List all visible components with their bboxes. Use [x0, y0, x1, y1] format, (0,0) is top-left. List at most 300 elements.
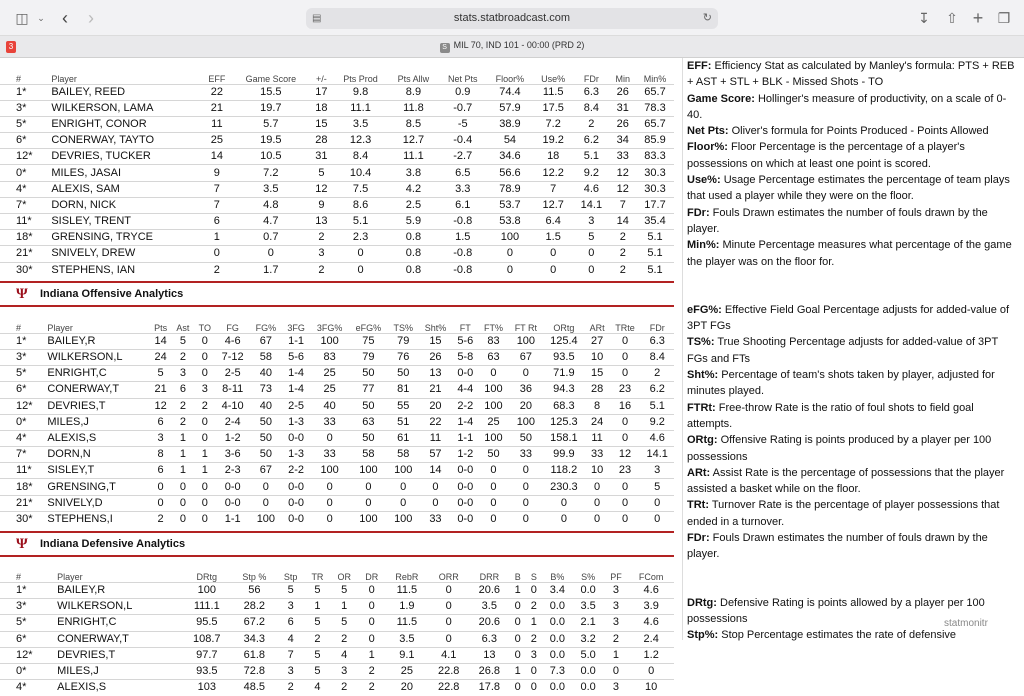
column-header: Ast	[176, 322, 190, 333]
stat-cell: 5.1	[352, 215, 369, 228]
stat-cell: 22	[210, 85, 223, 98]
stat-cell: 26	[429, 351, 442, 364]
stat-cell: 20	[429, 399, 442, 412]
stat-cell: 31	[315, 150, 328, 163]
forward-icon[interactable]: ›	[88, 8, 94, 28]
stat-cell: 22.8	[438, 681, 460, 694]
stat-cell: 0	[621, 480, 629, 493]
stat-cell: 14	[154, 334, 167, 347]
stat-cell: 9	[318, 198, 325, 211]
stat-cell: 3	[612, 616, 619, 629]
stat-cell: 1.5	[455, 231, 471, 244]
stat-cell: 0	[262, 496, 269, 509]
column-header: FT Rt	[514, 322, 538, 333]
player-name: ALEXIS,S	[47, 431, 97, 444]
stat-cell: 14.1	[646, 448, 668, 461]
stat-cell: 93.5	[196, 665, 218, 678]
column-header: S%	[581, 572, 596, 582]
stat-cell: 1-2	[224, 431, 241, 444]
player-name: STEPHENS, IAN	[51, 263, 136, 276]
stat-cell: 24	[154, 351, 167, 364]
stat-cell: 5.1	[649, 399, 665, 412]
stat-cell: 0	[326, 513, 333, 526]
stat-cell: 0	[621, 334, 629, 347]
stat-cell: 7	[550, 182, 557, 195]
stat-cell: 57.9	[499, 101, 521, 114]
stat-cell: 3	[612, 681, 619, 694]
player-name: ALEXIS, SAM	[51, 182, 120, 195]
stat-cell: 25	[487, 415, 500, 428]
table-row	[0, 511, 674, 527]
stat-cell: 0.0	[549, 648, 565, 661]
tab-active[interactable]	[0, 40, 1024, 53]
stat-cell: 118.2	[550, 464, 578, 477]
stat-cell: 0.8	[405, 263, 422, 276]
glossary-item: FTRt: Free-throw Rate is the ratio of foul shots to field goal attempts.	[687, 401, 974, 430]
stat-cell: 2	[368, 665, 375, 678]
stat-cell: 19.2	[542, 134, 564, 147]
stat-cell: 4-10	[221, 399, 244, 412]
stat-cell: 5	[654, 480, 661, 493]
stat-cell: 230.3	[550, 480, 578, 493]
stat-cell: 7-12	[221, 351, 244, 364]
jersey-number: 1*	[16, 584, 27, 597]
stat-cell: 1	[201, 464, 208, 477]
stat-cell: 7	[619, 198, 626, 211]
column-header: Stp	[283, 572, 298, 582]
stat-cell: 2	[318, 231, 325, 244]
stat-cell: 3.8	[405, 166, 422, 179]
glossary-item: eFG%: Effective Field Goal Percentage adjusts for added-value of 3PT FGs	[687, 303, 1010, 333]
stat-cell: 100	[484, 399, 503, 412]
stat-cell: 0	[514, 616, 521, 629]
stat-cell: -0.8	[453, 247, 473, 260]
stat-cell: 2	[179, 415, 186, 428]
stat-cell: 0	[514, 681, 521, 694]
stat-cell: 21	[210, 101, 223, 114]
stat-cell: 2	[179, 351, 186, 364]
table-row	[0, 262, 674, 278]
player-name: WILKERSON,L	[47, 351, 123, 364]
table-header-row	[0, 58, 674, 84]
stat-cell: 0-0	[288, 496, 305, 509]
stat-cell: 2	[287, 681, 294, 694]
stat-cell: 12.7	[402, 134, 425, 147]
stat-cell: 10	[590, 464, 604, 477]
stat-cell: 0	[550, 247, 557, 260]
player-name: BAILEY,R	[57, 584, 106, 597]
column-header: TS%	[393, 322, 413, 333]
column-header: B%	[550, 572, 565, 582]
jersey-number: 4*	[16, 431, 27, 444]
jersey-number: 5*	[16, 616, 27, 629]
stat-cell: 7	[213, 182, 220, 195]
stat-cell: 11.5	[542, 85, 564, 98]
column-header: ARt	[589, 322, 605, 333]
column-header: TO	[198, 322, 211, 333]
stat-cell: 0	[522, 496, 529, 509]
player-name: WILKERSON, LAMA	[51, 101, 154, 114]
stat-cell: 100	[320, 464, 339, 477]
stat-cell: 0	[530, 584, 537, 597]
stat-cell: 3	[318, 247, 325, 260]
statmonitr-logo: statmonitr	[944, 618, 988, 629]
stat-cell: 6.3	[583, 85, 600, 98]
stat-cell: 125.4	[550, 334, 578, 347]
stat-cell: 18	[315, 101, 328, 114]
stat-cell: 0.8	[405, 231, 422, 244]
stat-cell: 1	[368, 648, 375, 661]
stat-cell: 4	[341, 648, 348, 661]
stat-cell: 25	[400, 665, 413, 678]
stat-cell: 2	[588, 117, 595, 130]
stat-cell: 2.4	[643, 632, 659, 645]
jersey-number: 18*	[16, 231, 33, 244]
stat-cell: 0	[201, 480, 208, 493]
tab-title: MIL 70, IND 101 - 00:00 (PRD 2)	[453, 40, 585, 50]
sidebar-toggle-icon[interactable]: ◫	[15, 10, 29, 26]
stat-cell: 0	[445, 584, 452, 597]
stat-cell: 71.9	[553, 367, 575, 380]
stat-cell: 8.5	[405, 117, 422, 130]
stat-cell: 2-5	[224, 367, 241, 380]
stat-cell: 0-0	[288, 431, 305, 444]
stat-cell: 0	[522, 480, 529, 493]
column-header: 3FG%	[316, 322, 343, 333]
stat-cell: 3	[588, 215, 595, 228]
stat-cell: 57	[429, 448, 442, 461]
stat-cell: 0.0	[549, 616, 565, 629]
table-row	[0, 479, 674, 495]
glossary-item: Sht%: Percentage of team's shots taken by player, adjusted for minutes played.	[687, 369, 995, 398]
stat-cell: 15	[315, 117, 328, 130]
stat-cell: 0	[490, 496, 497, 509]
table-row	[0, 463, 674, 479]
player-name: SNIVELY,D	[47, 496, 103, 509]
stat-cell: 19.5	[260, 134, 282, 147]
stat-cell: 9.1	[399, 648, 415, 661]
stat-cell: 2	[201, 399, 208, 412]
stat-cell: 61.8	[243, 648, 266, 661]
jersey-number: 21*	[16, 496, 33, 509]
jersey-number: 0*	[16, 415, 27, 428]
back-icon[interactable]: ‹	[62, 8, 68, 28]
stat-cell: 3.5	[399, 632, 415, 645]
stat-cell: 50	[487, 448, 500, 461]
stat-cell: 2	[612, 632, 619, 645]
player-name: WILKERSON,L	[57, 600, 133, 613]
reload-icon[interactable]: ↻	[702, 12, 712, 24]
stat-cell: 1	[179, 464, 186, 477]
table-row	[0, 197, 674, 213]
stat-cell: 5	[588, 231, 595, 244]
stat-cell: 14.1	[580, 198, 603, 211]
stat-cell: 11.1	[350, 101, 371, 114]
stat-cell: 77	[362, 383, 375, 396]
stat-cell: 33	[323, 448, 336, 461]
stat-cell: -0.8	[453, 215, 473, 228]
stat-cell: 67.2	[243, 616, 266, 629]
column-header: Stp %	[242, 572, 267, 582]
address-bar[interactable]	[306, 8, 718, 29]
stat-cell: 0	[213, 247, 220, 260]
stat-cell: 5.1	[647, 231, 663, 244]
stat-cell: 34.6	[499, 150, 521, 163]
stat-cell: 0	[365, 480, 372, 493]
stat-cell: 3.4	[549, 584, 565, 597]
table-row	[0, 647, 674, 663]
stat-cell: 1	[341, 600, 348, 613]
stat-cell: 1-1	[288, 334, 305, 347]
stat-cell: 6.2	[583, 134, 600, 147]
table-row	[0, 116, 674, 132]
stat-cell: 72.8	[243, 665, 266, 678]
stats-panel	[0, 58, 674, 694]
stat-cell: 21	[154, 383, 167, 396]
jersey-number: 0*	[16, 166, 27, 179]
stat-cell: 1	[179, 431, 186, 444]
stat-cell: 100	[484, 383, 503, 396]
stat-cell: 73	[259, 383, 272, 396]
jersey-number: 0*	[16, 665, 27, 678]
stat-cell: 26	[616, 85, 629, 98]
stat-cell: 0-0	[224, 496, 241, 509]
stat-cell: 3	[341, 665, 348, 678]
stat-cell: 5	[287, 584, 294, 597]
stat-cell: 15	[429, 334, 442, 347]
stat-cell: 50	[259, 415, 272, 428]
stat-cell: 5.1	[583, 150, 600, 163]
player-name: DEVRIES,T	[57, 648, 116, 661]
stat-cell: 6.4	[545, 215, 561, 228]
column-header: Floor%	[495, 73, 525, 84]
tab-overview-icon[interactable]: ❐	[997, 10, 1011, 26]
stat-cell: 11.8	[403, 101, 424, 114]
player-name: DORN, NICK	[51, 198, 117, 211]
stat-cell: 34	[616, 134, 629, 147]
site-favicon: S	[440, 43, 450, 53]
jersey-number: 7*	[16, 198, 27, 211]
stat-cell: 12.3	[349, 134, 372, 147]
column-header: Min%	[643, 73, 667, 84]
share-icon[interactable]: ⇧	[946, 10, 958, 26]
stat-cell: -0.4	[453, 134, 473, 147]
stat-cell: 4.2	[405, 182, 422, 195]
chevron-down-icon[interactable]: ⌄	[37, 13, 45, 23]
stat-cell: 25	[210, 134, 223, 147]
stat-cell: 5	[157, 367, 164, 380]
stat-cell: 100	[516, 334, 536, 347]
stat-cell: 2-4	[224, 415, 241, 428]
stat-cell: 19.7	[260, 101, 282, 114]
column-header: Player	[57, 572, 83, 582]
stat-cell: 0	[530, 681, 537, 694]
stat-cell: 8.4	[583, 101, 600, 114]
stat-cell: 33	[590, 448, 604, 461]
player-advanced-table	[0, 58, 674, 278]
jersey-number: 1*	[16, 85, 27, 98]
stat-cell: 1	[530, 616, 537, 629]
stat-cell: 0	[648, 665, 655, 678]
indiana-logo-icon: Ψ	[16, 286, 28, 303]
stat-cell: 67	[259, 464, 272, 477]
stat-cell: 3	[530, 648, 537, 661]
download-icon[interactable]: ↧	[918, 10, 930, 26]
stat-cell: 16	[618, 399, 632, 412]
stat-cell: 0	[522, 513, 529, 526]
stat-cell: 100	[320, 334, 339, 347]
stat-cell: 28	[590, 383, 604, 396]
stat-cell: 56.6	[499, 166, 521, 179]
stat-cell: 0	[621, 351, 629, 364]
stat-cell: 2.3	[352, 231, 369, 244]
player-name: DEVRIES,T	[47, 399, 106, 412]
stat-cell: 3	[612, 600, 619, 613]
stat-cell: 4.1	[441, 648, 457, 661]
stat-cell: 1.9	[399, 600, 415, 613]
page-settings-icon[interactable]: ▤	[312, 13, 322, 24]
stat-cell: 11	[211, 117, 223, 130]
stat-cell: 0	[326, 480, 333, 493]
stat-cell: 11.5	[396, 616, 418, 629]
stat-cell: 12.7	[542, 198, 564, 211]
stat-cell: 0	[201, 431, 208, 444]
stat-cell: 100	[394, 513, 413, 526]
stat-cell: 0.0	[580, 584, 596, 597]
stat-cell: 0-0	[224, 480, 241, 493]
table-row	[0, 615, 674, 631]
stat-cell: 0-0	[457, 480, 474, 493]
stat-cell: 0.0	[580, 681, 596, 694]
stat-cell: 3.2	[580, 632, 596, 645]
stat-cell: 68.3	[553, 399, 575, 412]
jersey-number: 18*	[16, 480, 33, 493]
stat-cell: 0	[550, 263, 557, 276]
stat-cell: -5	[457, 117, 468, 130]
new-tab-icon[interactable]: +	[972, 8, 984, 28]
column-header: PF	[610, 572, 622, 582]
stat-cell: 13	[429, 367, 442, 380]
player-name: SISLEY, TRENT	[51, 215, 132, 228]
stat-cell: 51	[397, 415, 410, 428]
stat-cell: 25	[323, 367, 336, 380]
stat-cell: 12	[154, 399, 167, 412]
stat-cell: 17	[315, 85, 328, 98]
stat-cell: 100	[197, 584, 216, 597]
stat-cell: 27	[590, 334, 604, 347]
player-name: DEVRIES, TUCKER	[51, 150, 151, 163]
stat-cell: 9.2	[583, 166, 600, 179]
stat-cell: 4-4	[457, 383, 474, 396]
stat-cell: 7.2	[263, 166, 279, 179]
stat-cell: 53.8	[499, 215, 521, 228]
stat-cell: 0	[368, 616, 375, 629]
stat-cell: 0	[432, 496, 439, 509]
column-header: #	[16, 322, 22, 333]
stat-cell: 58	[259, 351, 272, 364]
stat-cell: 13	[483, 648, 496, 661]
player-name: CONERWAY,T	[57, 632, 129, 645]
stat-cell: 1	[213, 231, 220, 244]
jersey-number: 7*	[16, 448, 27, 461]
stat-cell: 79	[397, 334, 410, 347]
stat-cell: 97.7	[196, 648, 218, 661]
player-name: GRENSING,T	[47, 480, 116, 493]
stat-cell: 0	[588, 247, 595, 260]
stat-cell: 0	[514, 600, 521, 613]
stat-cell: 0.7	[263, 231, 279, 244]
player-name: MILES,J	[57, 665, 99, 678]
stat-cell: 78.3	[644, 101, 666, 114]
stat-cell: 33	[429, 513, 442, 526]
glossary-panel	[682, 58, 1024, 640]
stat-cell: 25	[323, 383, 336, 396]
player-name: DORN,N	[47, 448, 91, 461]
stat-cell: 0	[621, 415, 629, 428]
stat-cell: 83	[487, 334, 500, 347]
column-header: DR	[365, 572, 379, 582]
stat-cell: 8-11	[222, 383, 244, 396]
stat-cell: 10.4	[349, 166, 372, 179]
stat-cell: 30.3	[644, 166, 666, 179]
stat-cell: 0	[201, 351, 208, 364]
stat-cell: 2-2	[457, 399, 474, 412]
stat-cell: 2	[314, 632, 321, 645]
stat-cell: 85.9	[644, 134, 666, 147]
stat-cell: 0	[506, 247, 513, 260]
stat-cell: 5	[314, 584, 321, 597]
stat-cell: 5	[179, 334, 186, 347]
stat-cell: 3	[201, 383, 208, 396]
stat-cell: 0	[621, 431, 629, 444]
stat-cell: 0	[357, 263, 364, 276]
column-header: Net Pts	[448, 73, 478, 84]
stat-cell: 53.7	[499, 198, 521, 211]
stat-cell: 2	[619, 247, 626, 260]
column-header: TRte	[615, 322, 635, 333]
stat-cell: 0	[445, 632, 452, 645]
stat-cell: 1-3	[288, 415, 305, 428]
stat-cell: 0	[368, 600, 375, 613]
url-text: stats.statbroadcast.com	[453, 12, 571, 24]
stat-cell: 0	[201, 415, 208, 428]
stat-cell: 10.5	[260, 150, 282, 163]
offensive-section-header	[0, 281, 674, 307]
stat-cell: 79	[362, 351, 375, 364]
stat-cell: 6.2	[649, 383, 665, 396]
stat-cell: 125.3	[550, 415, 578, 428]
stat-cell: 0	[201, 334, 208, 347]
table-row	[0, 599, 674, 615]
stat-cell: 0	[400, 496, 407, 509]
stat-cell: 0	[490, 513, 497, 526]
stat-cell: 3	[179, 367, 186, 380]
stat-cell: 0-0	[457, 367, 474, 380]
stat-cell: 111.1	[193, 600, 220, 613]
stat-cell: 1	[514, 665, 521, 678]
tab-badge[interactable]: 3	[6, 41, 16, 53]
glossary-item: FDr: Fouls Drawn estimates the number of fouls drawn by the player.	[687, 206, 988, 235]
glossary-item: TRt: Turnover Rate is the percentage of player possessions that ended in a turnover.	[687, 499, 1000, 528]
column-header: Player	[51, 73, 77, 84]
stat-cell: 0	[445, 600, 452, 613]
player-name: BAILEY, REED	[51, 85, 126, 98]
stat-cell: 81	[397, 383, 410, 396]
stat-cell: 56	[248, 584, 261, 597]
stat-cell: 100	[394, 464, 413, 477]
stat-cell: 0	[490, 480, 497, 493]
stat-cell: 0-0	[457, 496, 474, 509]
